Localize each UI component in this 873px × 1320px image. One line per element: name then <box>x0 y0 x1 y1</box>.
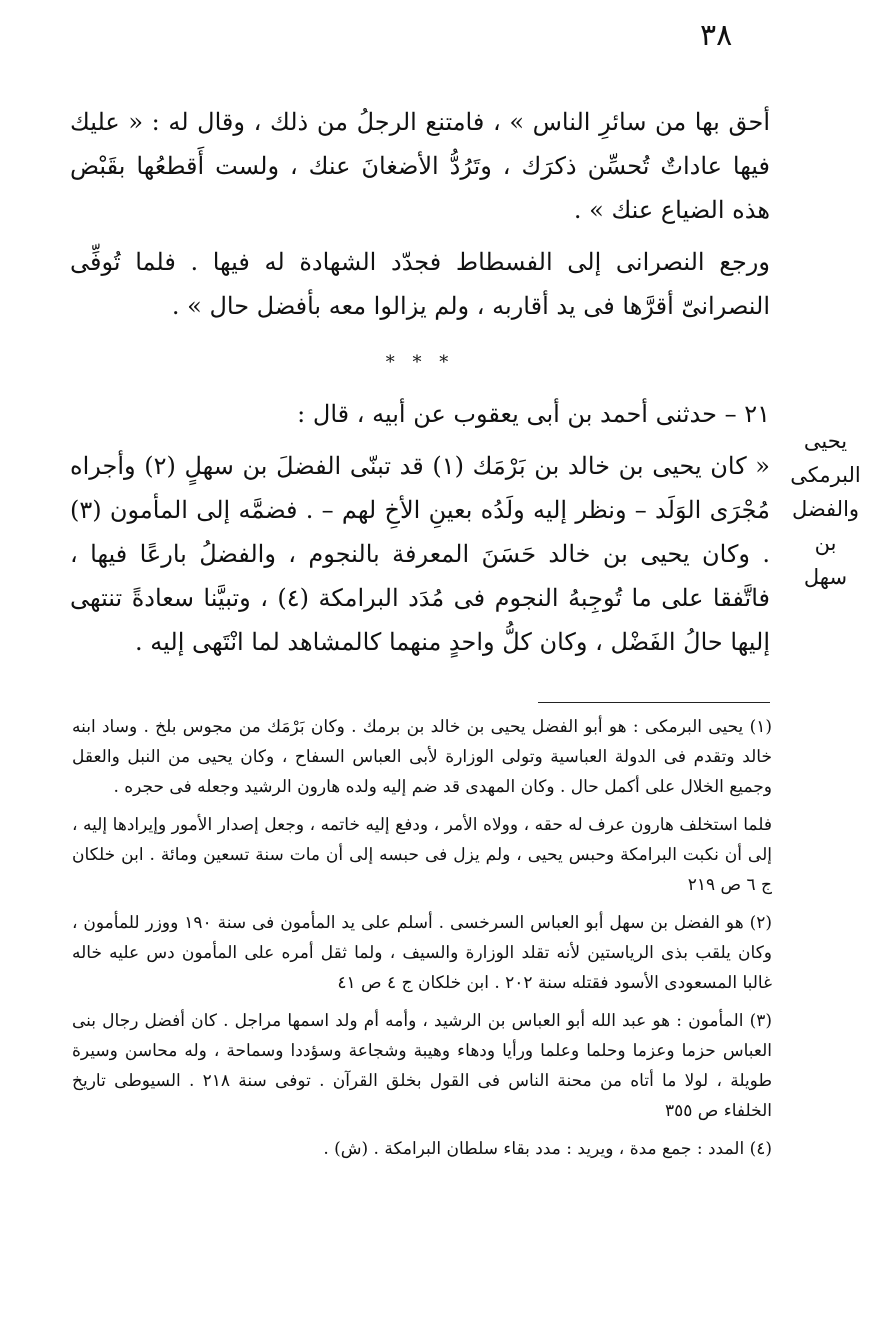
footnote: (٤) المدد : جمع مدة ، ويريد : مدد بقاء سلطان البرامكة . (ش) . <box>323 1139 772 1159</box>
margin-note <box>778 424 873 594</box>
section-separator: * * * <box>385 352 455 373</box>
main-text <box>70 100 770 672</box>
paragraph: أحق بها من سائرِ الناس » ، فامتنع الرجلُ من ذلك ، وقال له : « عليك فيها عاداتٌ تُحسِّن ذكرَك ، وتَرُدُّ الأضغانَ عنك ، ولست أَقطعُها بقَبْض هذه الضياع عنك » . <box>70 108 770 224</box>
page-number: ٣٨ <box>700 18 733 53</box>
paragraph: « كان يحيى بن خالد بن بَرْمَك (١) قد تبنّى الفضلَ بن سهلٍ (٢) وأجراه مُجْرَى الوَلَد – ونظر إليه ولَدُه بعينِ الأخِ لهم – . فضمَّه إلى المأمون (٣) . وكان يحيى بن خالد حَسَنَ المعرفة بالنجوم ، والفضلُ بارعًا فيها ، فاتَّفقا على ما تُوجِبهُ النجوم فى مُدَد البرامكة (٤) ، وتبيَّنا سعادةً تنتهى إليها حالُ الفَضْل ، وكان كلُّ واحدٍ منهما كالمشاهد لما انْتَهى إليه . <box>70 452 770 656</box>
margin-note-line: يحيى البرمكى <box>790 429 861 487</box>
footnotes <box>72 712 772 1172</box>
section-heading: ٢١ – حدثنى أحمد بن أبى يعقوب عن أبيه ، قال : <box>297 400 770 428</box>
footnote: (٢) هو الفضل بن سهل أبو العباس السرخسى . أسلم على يد المأمون فى سنة ١٩٠ ووزر للمأمون ، وكان يلقب بذى الرياستين لأنه تقلد الوزارة والسيف ، ولما ثقل أمره على المأمون دس عليه خاله غالبا المسعودى الأسود فقتله سنة ٢٠٢ . ابن خلكان ج ٤ ص ٤١ <box>72 913 772 993</box>
margin-note-line: سهل <box>803 565 848 589</box>
footnote: (٣) المأمون : هو عبد الله أبو العباس بن الرشيد ، وأمه أم ولد اسمها مراجل . كان أفضل رجال بنى العباس حزما وعزما وحلما وعلما ورأيا ودهاء وهيبة وشجاعة وسؤددا وسماحة ، وله محاسن وسيرة طويلة ، لولا ما أتاه من محنة الناس فى القول بخلق القرآن . توفى سنة ٢١٨ . السيوطى تاريخ الخلفاء ص ٣٥٥ <box>72 1011 772 1121</box>
footnote: فلما استخلف هارون عرف له حقه ، وولاه الأمر ، ودفع إليه خاتمه ، وجعل إصدار الأمور وإيرادها إليه ، إلى أن نكبت البرامكة وحبس يحيى ، ولم يزل فى حبسه إلى أن مات سنة تسعين ومائة . ابن خلكان ج ٦ ص ٢١٩ <box>72 815 772 895</box>
footnote-divider <box>538 702 770 703</box>
margin-note-line: والفضل بن <box>791 497 860 555</box>
footnote: (١) يحيى البرمكى : هو أبو الفضل يحيى بن خالد بن برمك . وكان بَرْمَك من مجوس بلخ . وساد ابنه خالد وتقدم فى الدولة العباسية وتولى الوزارة لأبى العباس السفاح ، وكان يحيى من النبل والعقل وجميع الخلال على أكمل حال . وكان المهدى قد ضم إليه ولده هارون الرشيد وجعله فى حجره . <box>72 717 772 797</box>
paragraph: ورجع النصرانى إلى الفسطاط فجدّد الشهادة له فيها . فلما تُوفِّى النصرانىّ أقرَّها فى يد أقاربه ، ولم يزالوا معه بأفضل حال » . <box>70 248 770 320</box>
